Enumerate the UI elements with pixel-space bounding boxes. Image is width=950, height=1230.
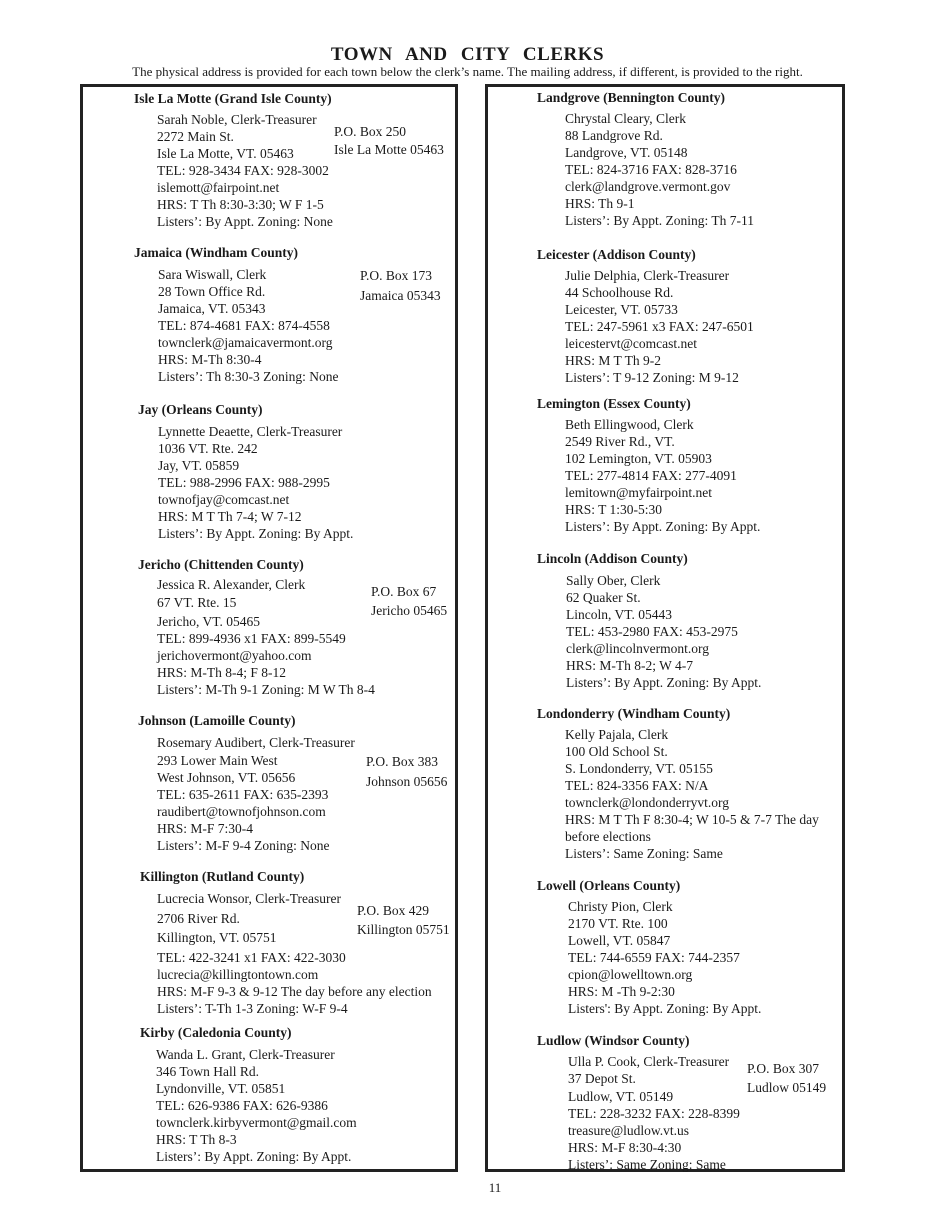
clerk-name: Sally Ober, Clerk bbox=[566, 573, 661, 588]
mailing-box: P.O. Box 429 bbox=[357, 903, 430, 918]
town-heading: Kirby (Caledonia County) bbox=[140, 1025, 292, 1040]
phone-line: TEL: 422-3241 x1 FAX: 422-3030 bbox=[157, 950, 346, 965]
left-column bbox=[80, 84, 458, 1172]
clerk-name: Christy Pion, Clerk bbox=[568, 899, 673, 914]
address-line: 293 Lower Main West bbox=[157, 753, 278, 768]
town-heading: Lemington (Essex County) bbox=[537, 396, 691, 411]
city-line: Lowell, VT. 05847 bbox=[568, 933, 671, 948]
city-line: Killington, VT. 05751 bbox=[157, 930, 277, 945]
address-line: 44 Schoolhouse Rd. bbox=[565, 285, 674, 300]
mailing-city: Jericho 05465 bbox=[371, 603, 448, 618]
clerk-name: Lynnette Deaette, Clerk-Treasurer bbox=[158, 424, 343, 439]
listers-line: Listers’: Same Zoning: Same bbox=[565, 846, 723, 861]
hours-line: HRS: M T Th 7-4; W 7-12 bbox=[158, 509, 302, 524]
phone-line: TEL: 928-3434 FAX: 928-3002 bbox=[157, 163, 329, 178]
mailing-city: Johnson 05656 bbox=[366, 774, 448, 789]
email-line: lucrecia@killingtontown.com bbox=[157, 967, 319, 982]
city-line: Jay, VT. 05859 bbox=[158, 458, 240, 473]
city-line: Jericho, VT. 05465 bbox=[157, 614, 260, 629]
phone-line: TEL: 824-3716 FAX: 828-3716 bbox=[565, 162, 737, 177]
listers-line: Listers’: By Appt. Zoning: By Appt. bbox=[565, 519, 761, 534]
town-heading: Lowell (Orleans County) bbox=[537, 878, 681, 893]
city-line: West Johnson, VT. 05656 bbox=[157, 770, 296, 785]
city-line: Lyndonville, VT. 05851 bbox=[156, 1081, 286, 1096]
listers-line: Listers’: Same Zoning: Same bbox=[568, 1157, 726, 1172]
clerk-name: Kelly Pajala, Clerk bbox=[565, 727, 669, 742]
town-heading: Lincoln (Addison County) bbox=[537, 551, 688, 566]
listers-line: Listers’: T-Th 1-3 Zoning: W-F 9-4 bbox=[157, 1001, 348, 1016]
town-heading: Ludlow (Windsor County) bbox=[537, 1033, 690, 1048]
hours-line: HRS: M-F 9-3 & 9-12 The day before any election bbox=[157, 984, 432, 999]
email-line: cpion@lowelltown.org bbox=[568, 967, 693, 982]
listers-line: Listers’: By Appt. Zoning: By Appt. bbox=[566, 675, 762, 690]
email-line: treasure@ludlow.vt.us bbox=[568, 1123, 690, 1138]
email-line: raudibert@townofjohnson.com bbox=[157, 804, 326, 819]
hours-line: HRS: M -Th 9-2:30 bbox=[568, 984, 675, 999]
hours-line: HRS: M-Th 8-4; F 8-12 bbox=[157, 665, 287, 680]
email-line: clerk@landgrove.vermont.gov bbox=[565, 179, 731, 194]
email-line: leicestervt@comcast.net bbox=[565, 336, 698, 351]
email-line: townclerk.kirbyvermont@gmail.com bbox=[156, 1115, 357, 1130]
hours-line-continued: before elections bbox=[565, 829, 651, 844]
mailing-box: P.O. Box 173 bbox=[360, 268, 433, 283]
phone-line: TEL: 988-2996 FAX: 988-2995 bbox=[158, 475, 330, 490]
listers-line: Listers’: Th 8:30-3 Zoning: None bbox=[158, 369, 339, 384]
hours-line: HRS: T Th 8:30-3:30; W F 1-5 bbox=[157, 197, 324, 212]
address-line: 62 Quaker St. bbox=[566, 590, 641, 605]
email-line: townofjay@comcast.net bbox=[158, 492, 290, 507]
phone-line: TEL: 744-6559 FAX: 744-2357 bbox=[568, 950, 740, 965]
phone-line: TEL: 228-3232 FAX: 228-8399 bbox=[568, 1106, 740, 1121]
city-line: 102 Lemington, VT. 05903 bbox=[565, 451, 712, 466]
clerk-name: Chrystal Cleary, Clerk bbox=[565, 111, 686, 126]
mailing-box: P.O. Box 250 bbox=[334, 124, 407, 139]
address-line: 2549 River Rd., VT. bbox=[565, 434, 675, 449]
page-title: TOWN AND CITY CLERKS bbox=[330, 44, 605, 65]
listers-line: Listers': By Appt. Zoning: By Appt. bbox=[568, 1001, 762, 1016]
address-line: 1036 VT. Rte. 242 bbox=[158, 441, 258, 456]
mailing-city: Ludlow 05149 bbox=[747, 1080, 827, 1095]
clerk-name: Ulla P. Cook, Clerk-Treasurer bbox=[568, 1054, 730, 1069]
listers-line: Listers’: By Appt. Zoning: None bbox=[157, 214, 333, 229]
address-line: 37 Depot St. bbox=[568, 1071, 636, 1086]
mailing-city: Isle La Motte 05463 bbox=[334, 142, 444, 157]
phone-line: TEL: 899-4936 x1 FAX: 899-5549 bbox=[157, 631, 346, 646]
listers-line: Listers’: By Appt. Zoning: By Appt. bbox=[158, 526, 354, 541]
city-line: Landgrove, VT. 05148 bbox=[565, 145, 688, 160]
city-line: Ludlow, VT. 05149 bbox=[568, 1089, 674, 1104]
address-line: 2170 VT. Rte. 100 bbox=[568, 916, 668, 931]
clerk-name: Rosemary Audibert, Clerk-Treasurer bbox=[157, 735, 355, 750]
hours-line: HRS: Th 9-1 bbox=[565, 196, 635, 211]
address-line: 100 Old School St. bbox=[565, 744, 668, 759]
town-heading: Isle La Motte (Grand Isle County) bbox=[134, 91, 332, 106]
listers-line: Listers’: By Appt. Zoning: Th 7-11 bbox=[565, 213, 754, 228]
clerk-name: Julie Delphia, Clerk-Treasurer bbox=[565, 268, 730, 283]
hours-line: HRS: M-Th 8-2; W 4-7 bbox=[566, 658, 694, 673]
clerk-name: Lucrecia Wonsor, Clerk-Treasurer bbox=[157, 891, 341, 906]
hours-line: HRS: T Th 8-3 bbox=[156, 1132, 237, 1147]
address-line: 67 VT. Rte. 15 bbox=[157, 595, 237, 610]
right-column bbox=[485, 84, 845, 1172]
listers-line: Listers’: By Appt. Zoning: By Appt. bbox=[156, 1149, 352, 1164]
city-line: Leicester, VT. 05733 bbox=[565, 302, 678, 317]
clerk-name: Beth Ellingwood, Clerk bbox=[565, 417, 694, 432]
email-line: townclerk@londonderryvt.org bbox=[565, 795, 730, 810]
mailing-box: P.O. Box 67 bbox=[371, 584, 437, 599]
address-line: 2272 Main St. bbox=[157, 129, 234, 144]
hours-line: HRS: M-F 7:30-4 bbox=[157, 821, 254, 836]
town-heading: Killington (Rutland County) bbox=[140, 869, 305, 884]
hours-line: HRS: M T Th F 8:30-4; W 10-5 & 7-7 The day bbox=[565, 812, 819, 827]
city-line: S. Londonderry, VT. 05155 bbox=[565, 761, 713, 776]
address-line: 346 Town Hall Rd. bbox=[156, 1064, 260, 1079]
town-heading: Leicester (Addison County) bbox=[537, 247, 696, 262]
town-heading: Jamaica (Windham County) bbox=[134, 245, 299, 260]
phone-line: TEL: 453-2980 FAX: 453-2975 bbox=[566, 624, 738, 639]
hours-line: HRS: M T Th 9-2 bbox=[565, 353, 662, 368]
listers-line: Listers’: T 9-12 Zoning: M 9-12 bbox=[565, 370, 739, 385]
clerk-name: Jessica R. Alexander, Clerk bbox=[157, 577, 306, 592]
town-heading: Jericho (Chittenden County) bbox=[138, 557, 304, 572]
mailing-city: Killington 05751 bbox=[357, 922, 450, 937]
address-line: 88 Landgrove Rd. bbox=[565, 128, 663, 143]
address-line: 2706 River Rd. bbox=[157, 911, 240, 926]
email-line: jerichovermont@yahoo.com bbox=[157, 648, 312, 663]
phone-line: TEL: 626-9386 FAX: 626-9386 bbox=[156, 1098, 328, 1113]
phone-line: TEL: 247-5961 x3 FAX: 247-6501 bbox=[565, 319, 754, 334]
town-heading: Johnson (Lamoille County) bbox=[138, 713, 296, 728]
city-line: Jamaica, VT. 05343 bbox=[158, 301, 266, 316]
page-number: 11 bbox=[488, 1180, 502, 1195]
email-line: islemott@fairpoint.net bbox=[157, 180, 280, 195]
phone-line: TEL: 824-3356 FAX: N/A bbox=[565, 778, 709, 793]
phone-line: TEL: 635-2611 FAX: 635-2393 bbox=[157, 787, 329, 802]
clerk-name: Sarah Noble, Clerk-Treasurer bbox=[157, 112, 317, 127]
listers-line: Listers’: M-Th 9-1 Zoning: M W Th 8-4 bbox=[157, 682, 375, 697]
address-line: 28 Town Office Rd. bbox=[158, 284, 266, 299]
mailing-box: P.O. Box 383 bbox=[366, 754, 439, 769]
mailing-box: P.O. Box 307 bbox=[747, 1061, 820, 1076]
hours-line: HRS: M-Th 8:30-4 bbox=[158, 352, 262, 367]
hours-line: HRS: M-F 8:30-4:30 bbox=[568, 1140, 682, 1155]
city-line: Lincoln, VT. 05443 bbox=[566, 607, 672, 622]
town-heading: Jay (Orleans County) bbox=[138, 402, 263, 417]
town-heading: Londonderry (Windham County) bbox=[537, 706, 731, 721]
city-line: Isle La Motte, VT. 05463 bbox=[157, 146, 294, 161]
email-line: lemitown@myfairpoint.net bbox=[565, 485, 713, 500]
phone-line: TEL: 277-4814 FAX: 277-4091 bbox=[565, 468, 737, 483]
phone-line: TEL: 874-4681 FAX: 874-4558 bbox=[158, 318, 330, 333]
clerk-name: Wanda L. Grant, Clerk-Treasurer bbox=[156, 1047, 335, 1062]
mailing-city: Jamaica 05343 bbox=[360, 288, 441, 303]
town-heading: Landgrove (Bennington County) bbox=[537, 90, 726, 105]
clerk-name: Sara Wiswall, Clerk bbox=[158, 267, 267, 282]
listers-line: Listers’: M-F 9-4 Zoning: None bbox=[157, 838, 330, 853]
email-line: townclerk@jamaicavermont.org bbox=[158, 335, 333, 350]
hours-line: HRS: T 1:30-5:30 bbox=[565, 502, 663, 517]
page-subtitle: The physical address is provided for each town below the clerk’s name. The mailing address, if different, is provided to the right. bbox=[132, 64, 803, 79]
email-line: clerk@lincolnvermont.org bbox=[566, 641, 710, 656]
